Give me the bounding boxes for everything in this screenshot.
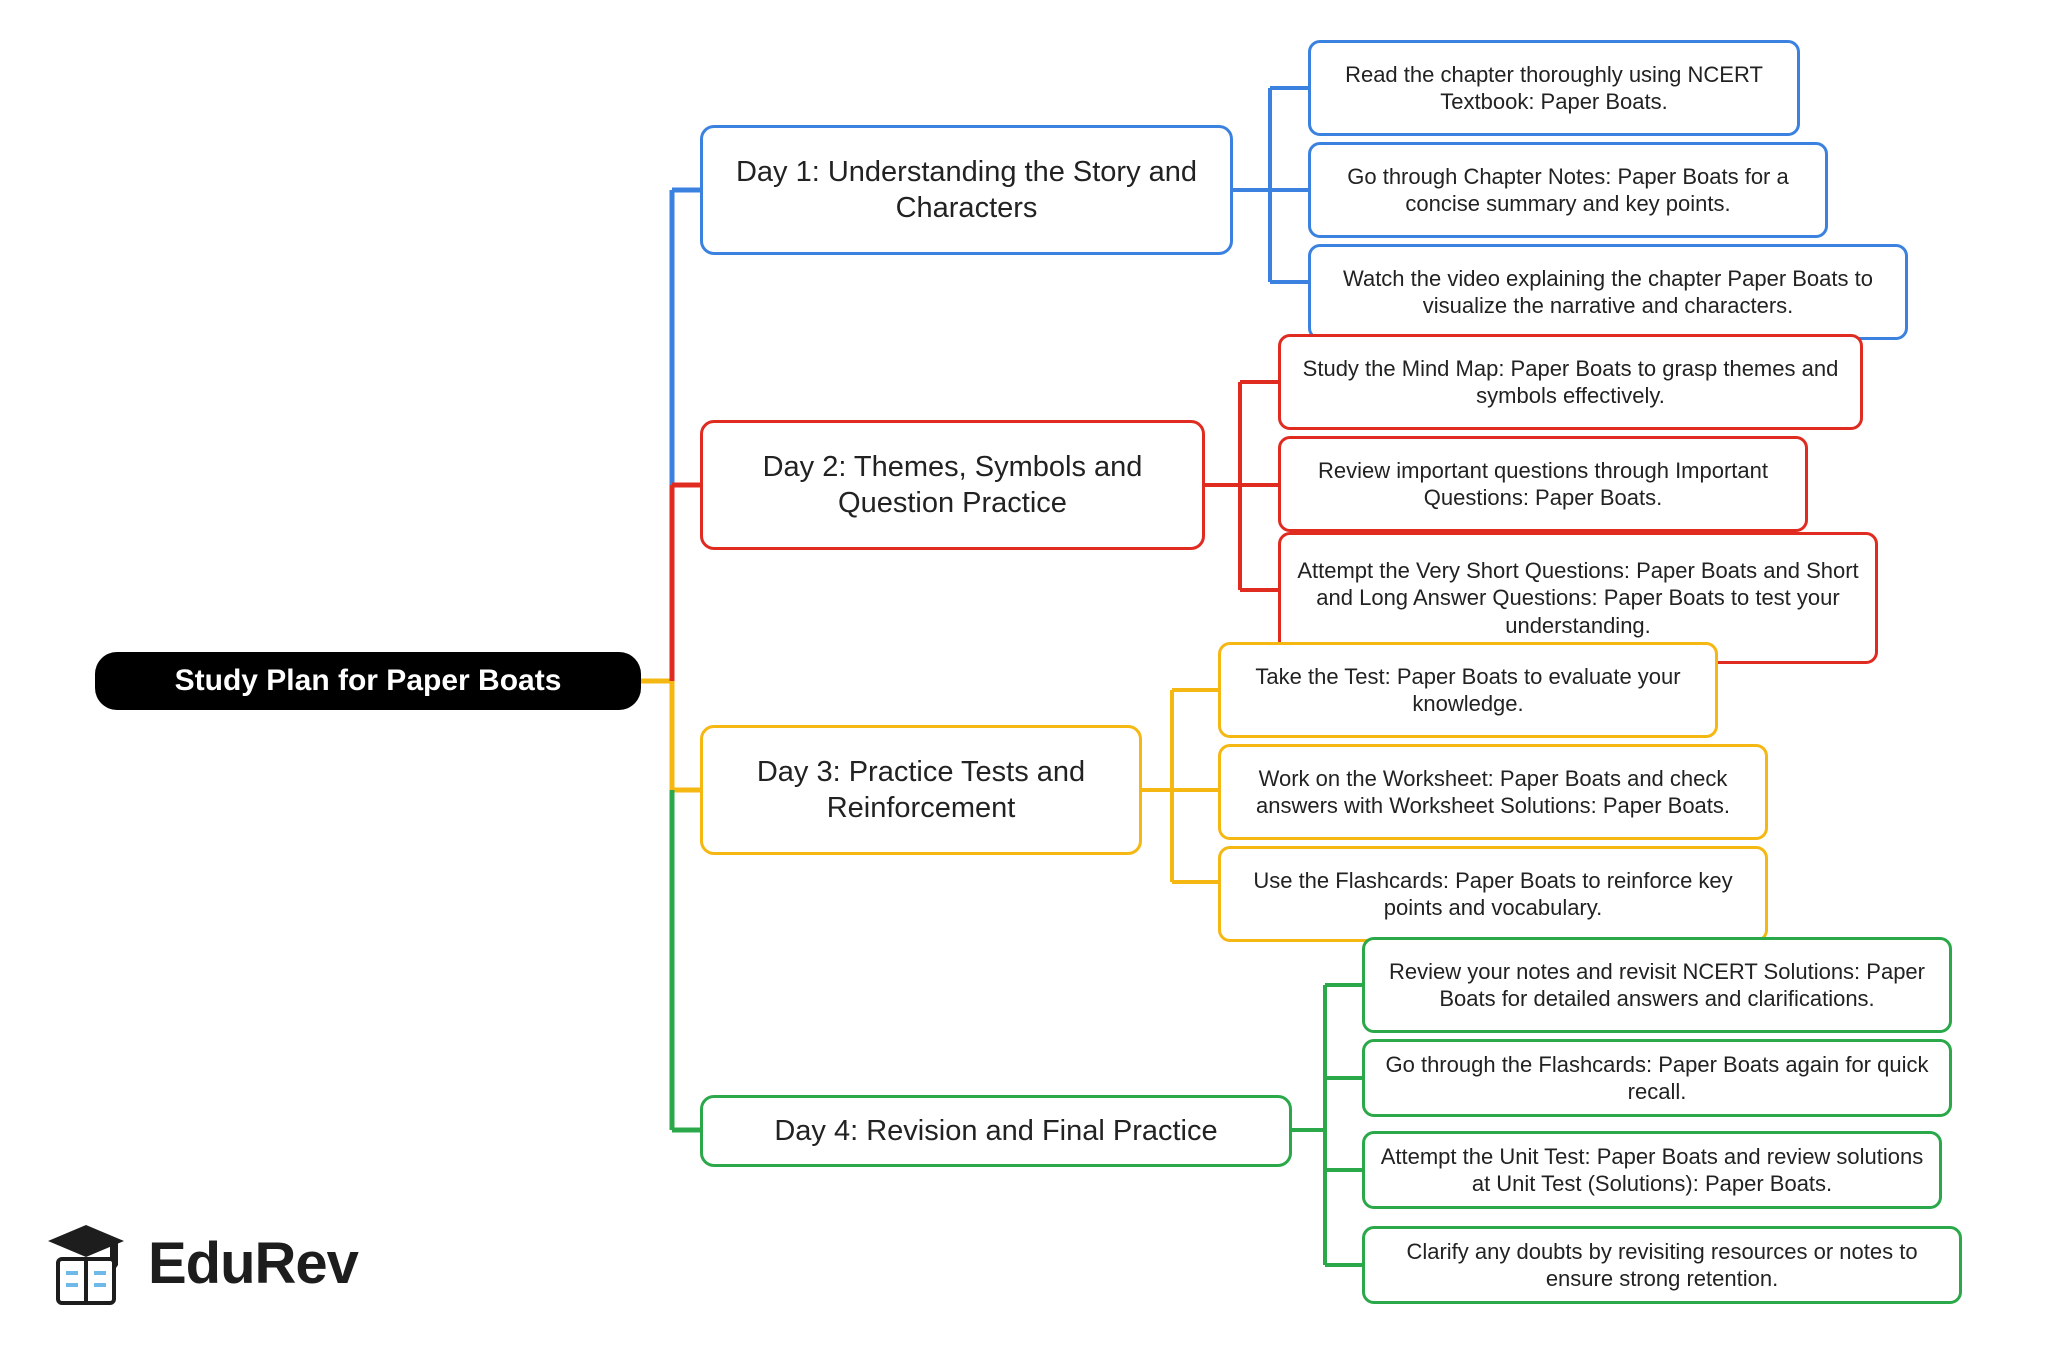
branch-label-day3: Day 3: Practice Tests and Reinforcement [756,755,1086,824]
leaf-node-day1-3[interactable] [1308,244,1908,340]
leaf-node-day4-1[interactable] [1362,937,1952,1033]
leaf-node-day3-3[interactable] [1218,846,1768,942]
branch-label-day1: Day 1: Understanding the Story and Characters [735,155,1198,224]
branch-node-day2[interactable] [700,420,1205,550]
leaf-label: Study the Mind Map: Paper Boats to grasp themes and symbols effectively. [1302,355,1839,408]
leaf-node-day4-2[interactable] [1362,1039,1952,1117]
graduation-cap-book-icon [40,1215,132,1312]
leaf-node-day3-1[interactable] [1218,642,1718,738]
leaf-node-day2-1[interactable] [1278,334,1863,430]
leaf-node-day4-4[interactable] [1362,1226,1962,1304]
leaf-node-day4-3[interactable] [1362,1131,1942,1209]
leaf-label: Attempt the Very Short Questions: Paper Boats and Short and Long Answer Questions: Paper Boats to test your understanding. [1297,557,1859,638]
leaf-label: Watch the video explaining the chapter Paper Boats to visualize the narrative and characters. [1343,265,1873,318]
leaf-label: Read the chapter thoroughly using NCERT Textbook: Paper Boats. [1345,61,1763,114]
branch-node-day4[interactable] [700,1095,1292,1167]
leaf-node-day3-2[interactable] [1218,744,1768,840]
leaf-label: Use the Flashcards: Paper Boats to reinforce key points and vocabulary. [1253,867,1733,920]
leaf-label: Review important questions through Important Questions: Paper Boats. [1317,457,1768,510]
leaf-label: Clarify any doubts by revisiting resources or notes to ensure strong retention. [1406,1238,1918,1291]
brand-logo [40,1215,358,1312]
root-node[interactable] [95,652,641,710]
branch-label-day4: Day 4: Revision and Final Practice [774,1114,1218,1147]
leaf-node-day2-2[interactable] [1278,436,1808,532]
leaf-node-day1-2[interactable] [1308,142,1828,238]
branch-label-day2: Day 2: Themes, Symbols and Question Practice [762,450,1143,519]
leaf-node-day1-1[interactable] [1308,40,1800,136]
leaf-label: Go through Chapter Notes: Paper Boats for a concise summary and key points. [1347,163,1789,216]
brand-name: EduRev [148,1231,358,1296]
leaf-label: Review your notes and revisit NCERT Solutions: Paper Boats for detailed answers and clarifications. [1389,958,1925,1011]
leaf-label: Work on the Worksheet: Paper Boats and check answers with Worksheet Solutions: Paper Boats. [1255,765,1731,818]
leaf-label: Take the Test: Paper Boats to evaluate your knowledge. [1255,663,1681,716]
leaf-label: Go through the Flashcards: Paper Boats again for quick recall. [1385,1051,1929,1104]
leaf-label: Attempt the Unit Test: Paper Boats and review solutions at Unit Test (Solutions): Paper Boats. [1380,1143,1924,1196]
branch-node-day3[interactable] [700,725,1142,855]
branch-node-day1[interactable] [700,125,1233,255]
root-label: Study Plan for Paper Boats [174,664,562,698]
